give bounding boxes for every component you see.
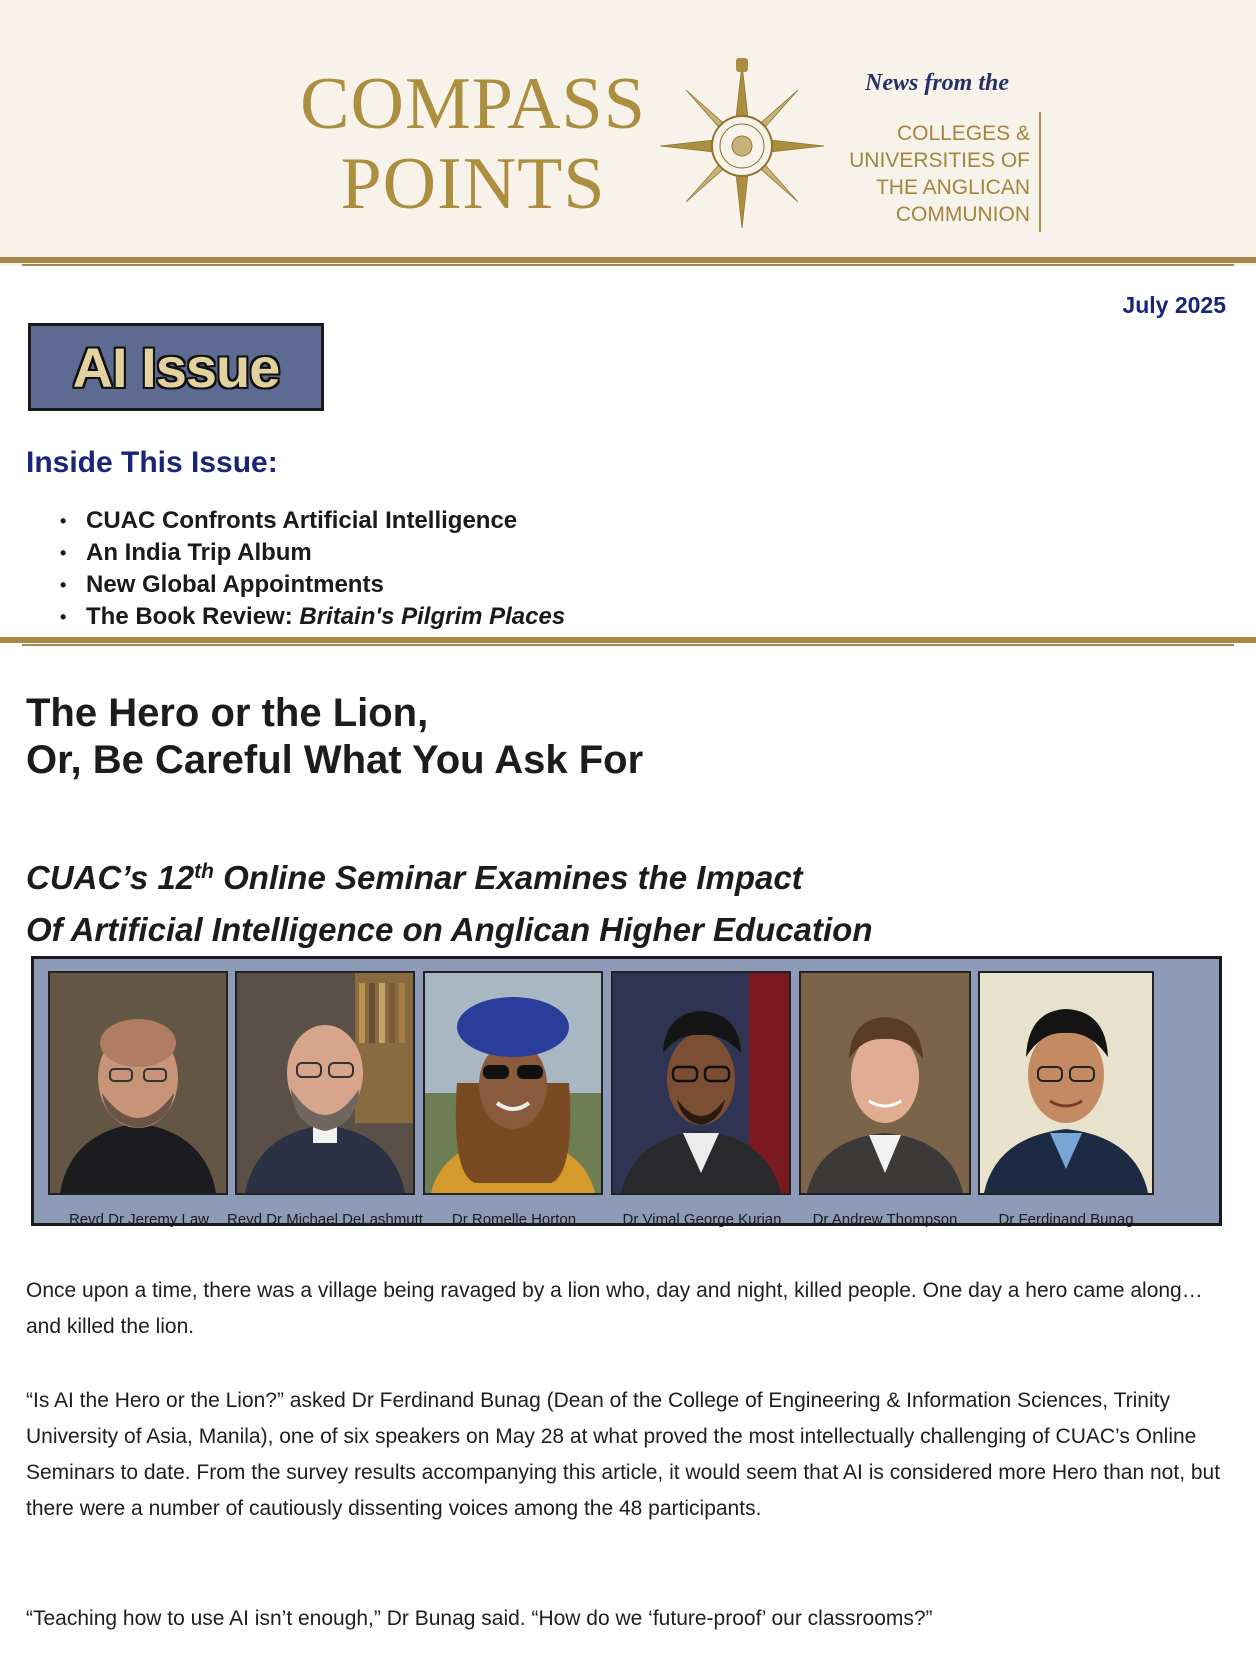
subhead-line2: Of Artificial Intelligence on Anglican Higher Education xyxy=(26,911,873,948)
masthead xyxy=(0,0,1256,266)
article-paragraph: Once upon a time, there was a village being ravaged by a lion who, day and night, killed people. One day a hero came along…and killed the lion. xyxy=(26,1279,1203,1338)
organization-name xyxy=(830,120,1030,228)
ai-issue-badge-label: AI Issue xyxy=(72,335,280,399)
toc-item[interactable]: • CUAC Confronts Artificial Intelligence xyxy=(60,505,565,537)
article-headline-line2: Or, Be Careful What You Ask For xyxy=(26,738,644,782)
ordinal-suffix: th xyxy=(194,860,214,883)
news-from-label: News from the xyxy=(865,70,1009,96)
speaker-photo-strip xyxy=(31,956,1222,1226)
table-of-contents xyxy=(60,505,565,633)
masthead-title-line1: COMPASS xyxy=(300,63,646,145)
article-subheadline xyxy=(26,852,872,956)
speaker-name: Dr Romelle Horton xyxy=(451,1211,577,1228)
organization-name-line: COLLEGES & xyxy=(896,122,1030,145)
speaker-photo xyxy=(978,971,1154,1195)
speaker-name: Dr Andrew Thompson xyxy=(812,1211,958,1228)
subhead-part: CUAC’s 12 xyxy=(26,859,195,896)
speaker-photo xyxy=(611,971,791,1195)
inside-this-issue-heading: Inside This Issue: xyxy=(26,446,278,479)
speaker-photo xyxy=(48,971,228,1195)
speaker-name: Revd Dr Michael DeLashmutt xyxy=(227,1211,423,1228)
compass-rose-icon xyxy=(652,56,832,236)
masthead-title xyxy=(298,64,648,224)
speaker-name: Dr Vimal George Kurian xyxy=(622,1211,782,1228)
toc-item[interactable]: • The Book Review: Britain's Pilgrim Places xyxy=(60,601,565,633)
speaker-photo xyxy=(799,971,971,1195)
toc-item[interactable]: • An India Trip Album xyxy=(60,537,565,569)
article-paragraph: “Teaching how to use AI isn’t enough,” Dr Bunag said. “How do we ‘future-proof’ our classrooms?” xyxy=(26,1607,933,1630)
speaker-name: Revd Dr Jeremy Law xyxy=(68,1211,210,1228)
ai-issue-badge xyxy=(28,323,324,411)
organization-name-line: UNIVERSITIES OF xyxy=(849,149,1030,172)
organization-name-line: THE ANGLICAN xyxy=(875,176,1030,199)
toc-item[interactable]: • New Global Appointments xyxy=(60,569,565,601)
article-paragraph: “Is AI the Hero or the Lion?” asked Dr Ferdinand Bunag (Dean of the College of Engineering & Information Sciences, Trinity University of Asia, Manila), one of six speakers on May 28 at what proved the most intellectually challenging of CUAC’s Online Seminars to date. From the survey results accompanying this article, it would seem that AI is considered more Hero than not, but there were a number of cautiously dissenting voices among the 48 participants. xyxy=(26,1389,1221,1520)
issue-date: July 2025 xyxy=(1122,292,1226,318)
organization-divider xyxy=(1039,112,1041,232)
speaker-photo xyxy=(235,971,415,1195)
speaker-photo xyxy=(423,971,603,1195)
speaker-name: Dr Ferdinand Bunag xyxy=(998,1211,1134,1228)
gold-divider xyxy=(0,637,1256,643)
organization-name-line: COMMUNION xyxy=(895,203,1030,226)
masthead-title-line2: POINTS xyxy=(340,143,606,225)
gold-divider xyxy=(0,257,1256,263)
article-headline-line1: The Hero or the Lion, xyxy=(26,691,429,735)
subhead-part: Online Seminar Examines the Impact xyxy=(213,859,803,896)
article-headline xyxy=(26,690,643,784)
